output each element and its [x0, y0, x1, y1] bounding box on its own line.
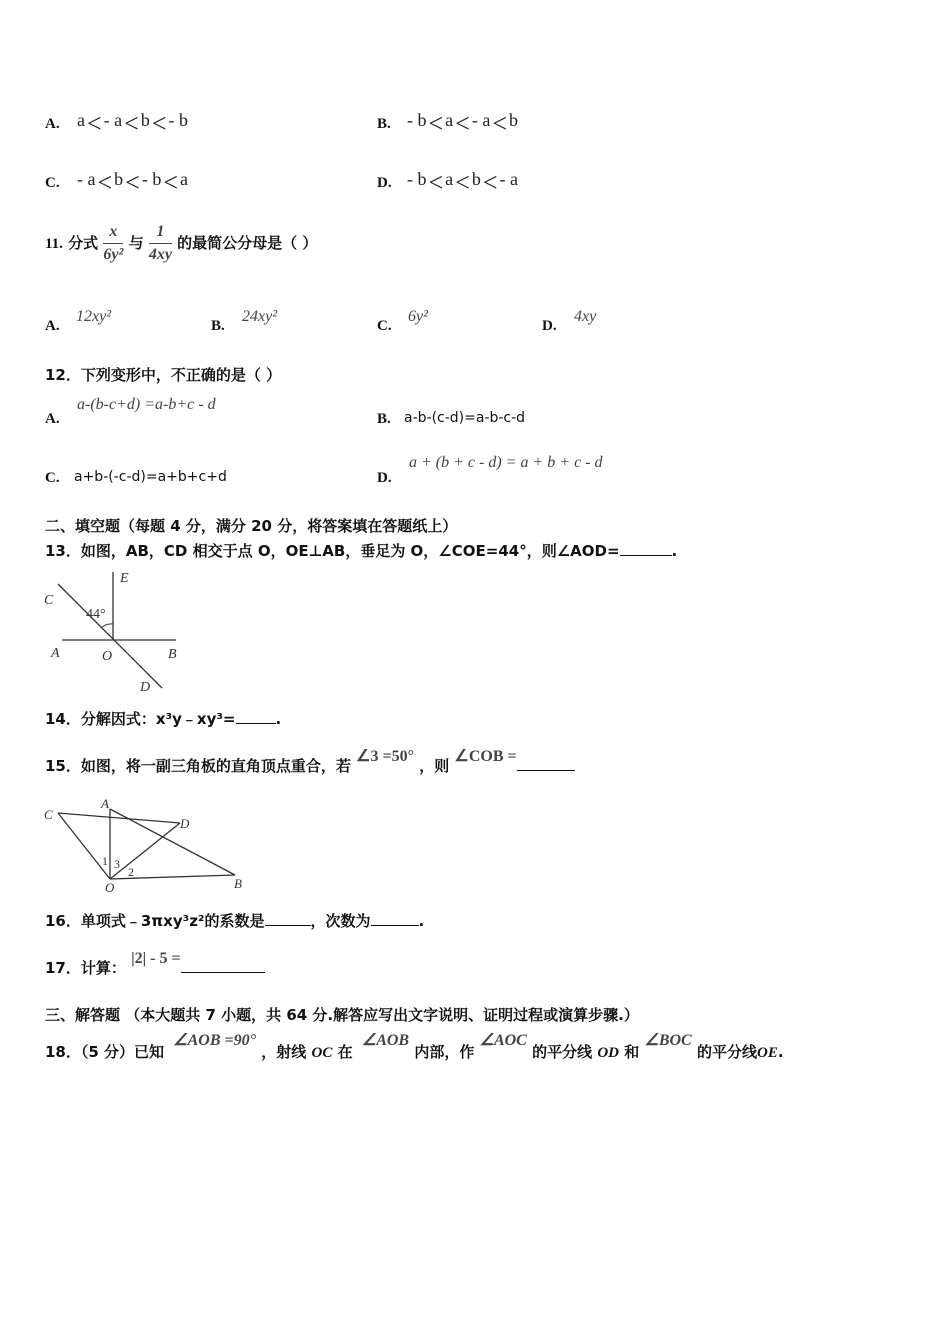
q10-option-d-label: D.: [377, 175, 392, 191]
label-a: A: [51, 646, 60, 661]
q17-stem: 17．计算： |2| - 5 =: [45, 957, 265, 978]
q15-answer-blank[interactable]: [517, 756, 575, 771]
section-3-title: 三、解答题 （本大题共 7 小题，共 64 分.解答应写出文字说明、证明过程或演算步骤.）: [45, 1006, 639, 1024]
label-3: 3: [114, 857, 120, 871]
q10-option-b-label: B.: [377, 116, 391, 132]
label-e: E: [120, 571, 129, 586]
q13-stem: 13．如图，AB，CD 相交于点 O，OE⊥AB，垂足为 O，∠COE=44°，则∠AOD= .: [45, 542, 678, 560]
q15-figure: [40, 795, 255, 900]
label-b: B: [168, 647, 177, 662]
label-o: O: [102, 649, 113, 664]
q12-option-b-value: a-b-(c-d)=a-b-c-d: [404, 410, 526, 426]
q11-option-a-value: 12xy²: [76, 308, 111, 325]
q12-option-b-label: B.: [377, 411, 391, 427]
q11-fraction-2: $\frac{1}{4xy}$: [148, 223, 172, 263]
q12-option-c-value: a+b-(-c-d)=a+b+c+d: [74, 469, 227, 485]
label-c: C: [44, 593, 54, 608]
q11-fraction-1: $\frac{x}{\text{6y²}}$: [103, 223, 124, 263]
q16-stem: 16．单项式﹣3πxy³z²的系数是 ，次数为 .: [45, 912, 425, 930]
angle-arc: [101, 624, 113, 628]
q18-stem: 18．（5 分）已知 ∠AOB =90° ，射线 OC 在 ∠AOB 内部，作 ∠AOC 的平分线 OD 和 ∠BOC 的平分线OE.: [45, 1032, 784, 1061]
q11-option-b-label: B.: [211, 318, 225, 334]
q10-option-a-expr: a< - a< b< - b: [77, 109, 188, 138]
q12-option-a-value: a-(b-c+d) =a-b+c - d: [77, 396, 216, 413]
label-b: B: [234, 876, 242, 891]
q12-option-c-label: C.: [45, 470, 60, 486]
q13-answer-blank[interactable]: [620, 541, 672, 556]
label-d: D: [180, 816, 190, 831]
label-angle: 44°: [86, 607, 106, 622]
q11-option-c-label: C.: [377, 318, 392, 334]
section-2-title: 二、填空题（每题 4 分，满分 20 分，将答案填在答题纸上）: [45, 517, 458, 535]
q16-degree-blank[interactable]: [371, 911, 419, 926]
label-a: A: [101, 796, 109, 811]
q12-option-d-label: D.: [377, 470, 392, 486]
label-c: C: [44, 807, 53, 822]
q15-stem: 15．如图，将一副三角板的直角顶点重合，若 ∠3 =50° ，则 ∠COB =: [45, 755, 575, 776]
q11-stem: 11. 分式 $\frac{x}{\text{6y²}}$ 与 $\frac{1}{4xy}$ 的最简公分母是（ ）: [45, 223, 318, 263]
q16-coefficient-blank[interactable]: [265, 911, 311, 926]
q10-option-a-label: A.: [45, 116, 60, 132]
q17-answer-blank[interactable]: [181, 958, 265, 973]
q10-option-d-expr: - b< a< b< - a: [407, 168, 518, 197]
q11-option-a-label: A.: [45, 318, 60, 334]
label-o: O: [105, 880, 115, 895]
q12-stem: 12．下列变形中，不正确的是（ ）: [45, 366, 282, 384]
line-cd: [58, 584, 162, 688]
label-d: D: [140, 680, 151, 695]
q10-option-c-expr: - a< b< - b< a: [77, 168, 188, 197]
q11-option-b-value: 24xy²: [242, 308, 277, 325]
q14-stem: 14．分解因式：x³y﹣xy³= .: [45, 710, 282, 728]
q10-option-c-label: C.: [45, 175, 60, 191]
q14-answer-blank[interactable]: [236, 709, 276, 724]
q11-option-c-value: 6y²: [408, 308, 428, 325]
q11-option-d-label: D.: [542, 318, 557, 334]
q12-option-d-value: a + (b + c - d) = a + b + c - d: [409, 454, 603, 471]
q11-option-d-value: 4xy: [574, 308, 597, 325]
q13-figure: [40, 566, 185, 696]
label-1: 1: [102, 854, 108, 868]
q12-option-a-label: A.: [45, 411, 60, 427]
q10-option-b-expr: - b< a< - a< b: [407, 109, 518, 138]
label-2: 2: [128, 865, 134, 879]
